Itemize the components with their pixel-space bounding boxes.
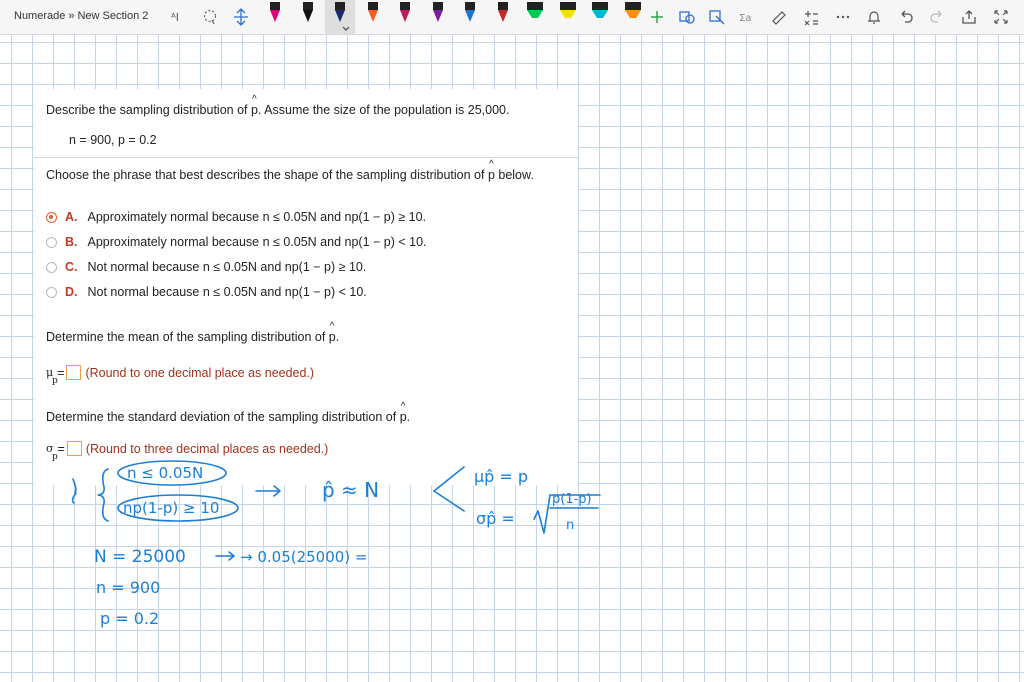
option-letter: A. <box>65 210 78 224</box>
p-hat-symbol: ^ p <box>251 103 258 117</box>
note-canvas[interactable] <box>0 35 1024 682</box>
shapes-icon[interactable] <box>676 6 698 28</box>
add-pen-icon[interactable] <box>646 6 668 28</box>
pen-icon[interactable] <box>325 0 355 34</box>
highlighter-icon[interactable] <box>585 0 615 34</box>
subscript-p: p <box>52 452 58 462</box>
handwritten-condition-1: n ≤ 0.05N <box>127 464 204 482</box>
chevron-down-icon <box>343 27 349 30</box>
add-space-icon[interactable] <box>230 6 252 28</box>
p-hat-symbol: ^ p <box>400 410 407 424</box>
option-letter: C. <box>65 260 78 274</box>
pen-icon[interactable] <box>488 0 518 34</box>
pen-icon[interactable] <box>358 0 388 34</box>
breadcrumb-separator: » <box>68 10 75 22</box>
pen-icon[interactable] <box>390 0 420 34</box>
sd-question-text: Determine the standard deviation of the sampling distribution of <box>46 410 400 424</box>
handwritten-notes <box>0 35 1024 682</box>
equals-sign: = <box>57 441 65 456</box>
more-icon[interactable] <box>832 6 854 28</box>
mu-symbol: μ <box>46 366 54 379</box>
mean-question-text: Determine the mean of the sampling distribution of <box>46 330 329 344</box>
pen-icon[interactable] <box>455 0 485 34</box>
bell-icon[interactable] <box>863 6 885 28</box>
option-text: Not normal because n ≤ 0.05N and np(1 − p) < 10. <box>87 285 367 299</box>
handwritten-sample-size: n = 900 <box>96 578 161 597</box>
option-letter: D. <box>65 285 78 299</box>
undo-icon[interactable] <box>895 6 917 28</box>
ink-to-shape-icon[interactable] <box>706 6 728 28</box>
svg-text:Σa: Σa <box>739 13 752 24</box>
option-text: Not normal because n ≤ 0.05N and np(1 − p) ≥ 10. <box>87 260 367 274</box>
handwritten-sd: σp̂ = <box>476 509 515 528</box>
sigma-symbol: σ <box>46 442 54 455</box>
fullscreen-icon[interactable] <box>990 6 1012 28</box>
handwritten-condition-2: np(1-p) ≥ 10 <box>123 499 220 517</box>
breadcrumb-notebook[interactable]: Numerade <box>14 10 66 22</box>
given-values: n = 900, p = 0.2 <box>69 133 157 147</box>
svg-text:ᴬI: ᴬI <box>171 11 179 24</box>
left-brace <box>98 469 108 521</box>
p-hat-symbol: ^ p <box>488 168 495 182</box>
handwritten-mean: μp̂ = p <box>474 467 529 486</box>
sd-hint: (Round to three decimal places as needed.) <box>85 441 329 456</box>
if-stroke <box>73 479 76 503</box>
option-letter: B. <box>65 235 78 249</box>
arrow-2 <box>216 552 234 560</box>
handwritten-five-percent: → 0.05(25000) = <box>240 548 368 566</box>
highlighter-icon[interactable] <box>553 0 583 34</box>
highlighter-icon[interactable] <box>520 0 550 34</box>
pen-icon[interactable] <box>423 0 453 34</box>
option-text: Approximately normal because n ≤ 0.05N and np(1 − p) < 10. <box>87 235 427 249</box>
mean-hint: (Round to one decimal place as needed.) <box>85 365 315 380</box>
shape-question-text: Choose the phrase that best describes the shape of the sampling distribution of <box>46 168 488 182</box>
handwritten-population: N = 25000 <box>94 547 186 567</box>
sd-question-end: . <box>406 410 411 424</box>
mean-question-end: . <box>335 330 340 344</box>
handwritten-denominator: n <box>566 518 575 533</box>
equals-sign: = <box>57 365 65 380</box>
subscript-p: p <box>52 376 58 386</box>
lasso-select-icon[interactable] <box>199 6 221 28</box>
redo-icon[interactable] <box>926 6 948 28</box>
highlighter-icon[interactable] <box>618 0 648 34</box>
pen-icon[interactable] <box>260 0 290 34</box>
breadcrumb-section[interactable]: New Section 2 <box>77 10 149 22</box>
ruler-icon[interactable] <box>768 6 790 28</box>
pen-icon[interactable] <box>293 0 323 34</box>
prompt-text: Describe the sampling distribution of <box>46 103 251 117</box>
breadcrumb <box>14 10 148 22</box>
ink-to-math-icon[interactable] <box>736 6 758 28</box>
handwritten-approx-normal: p̂ ≈ N <box>322 478 380 502</box>
text-select-icon[interactable] <box>168 6 190 28</box>
ribbon-toolbar <box>0 0 1024 35</box>
handwritten-proportion: p = 0.2 <box>100 609 160 628</box>
angle-bracket <box>434 467 464 511</box>
arrow-1 <box>256 486 280 496</box>
p-hat-symbol: ^ p <box>329 330 336 344</box>
share-icon[interactable] <box>958 6 980 28</box>
shape-question-end: below. <box>494 168 534 182</box>
handwritten-numerator: p(1-p) <box>552 492 592 507</box>
math-icon[interactable] <box>800 6 822 28</box>
prompt-text-end: . Assume the size of the population is 25,000. <box>257 103 510 117</box>
option-text: Approximately normal because n ≤ 0.05N and np(1 − p) ≥ 10. <box>87 210 427 224</box>
